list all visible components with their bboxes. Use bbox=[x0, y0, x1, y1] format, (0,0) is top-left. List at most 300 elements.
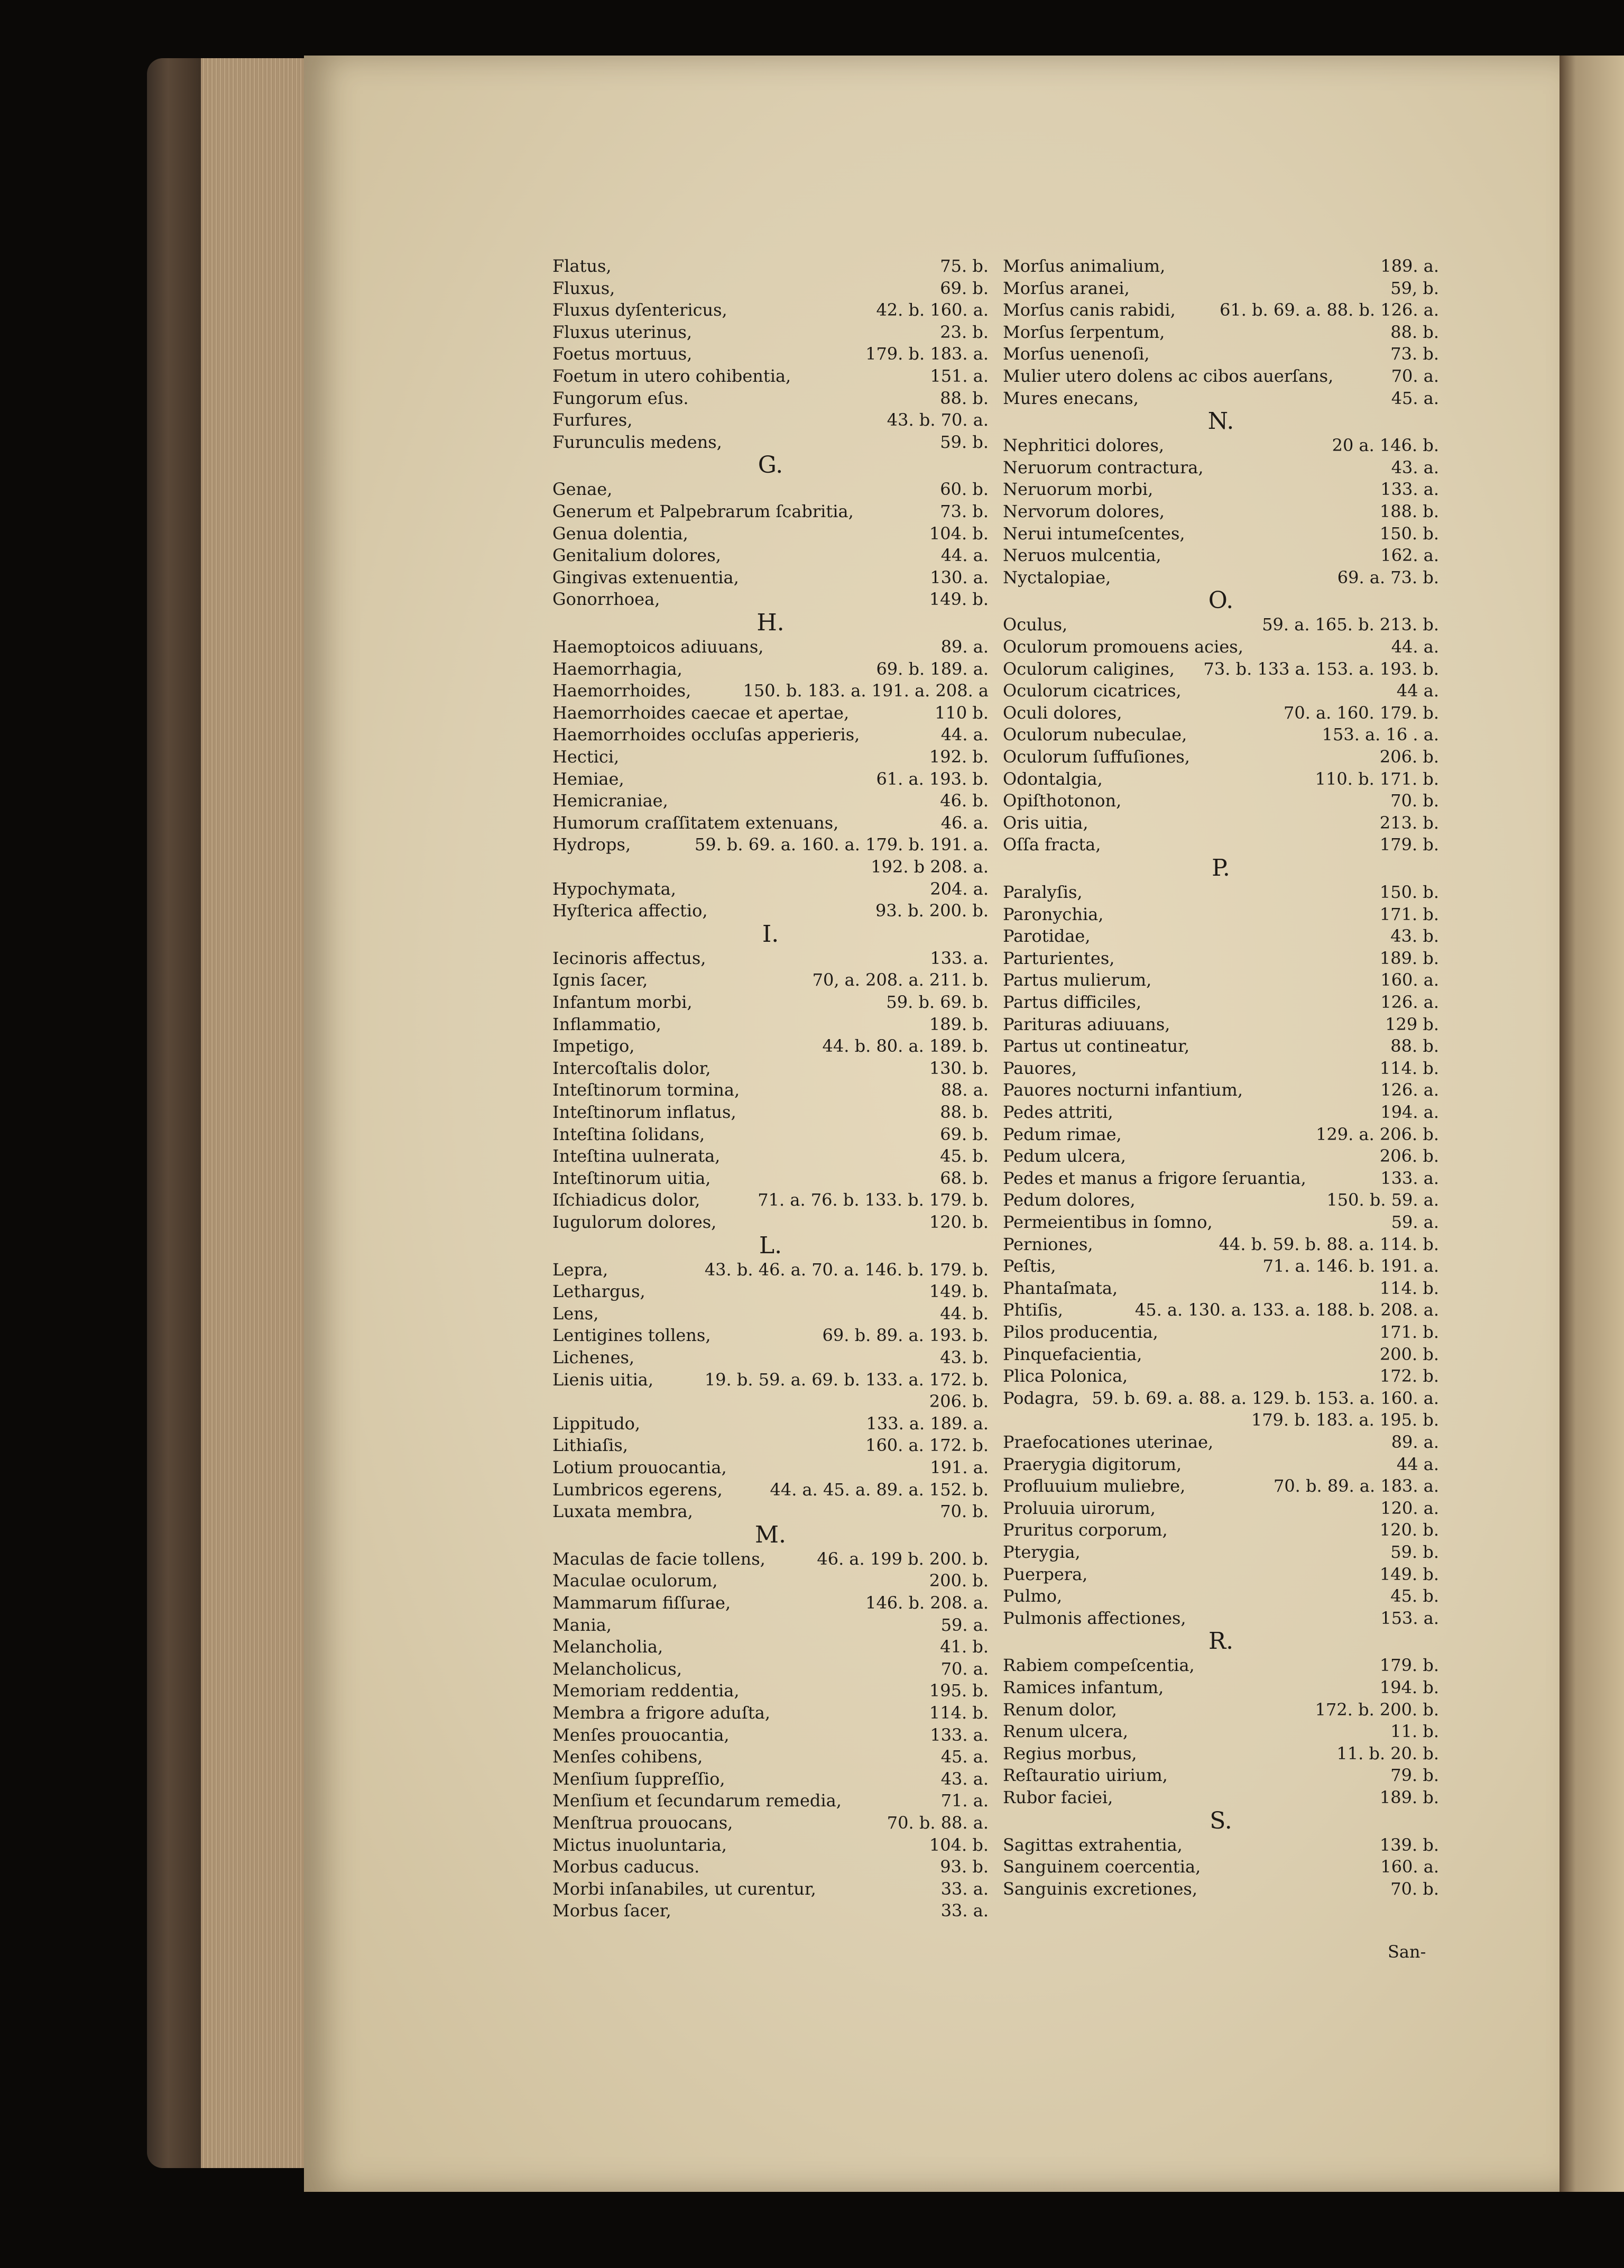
entry-page-reference: 69. b. bbox=[940, 1124, 989, 1144]
index-entry bbox=[1003, 881, 1439, 903]
entry-page-reference: 126. a. bbox=[1380, 1080, 1439, 1100]
entry-term: Inteſtina uulnerata, bbox=[552, 1146, 721, 1167]
section-heading: L. bbox=[759, 1232, 782, 1259]
catchword: San- bbox=[1388, 1942, 1426, 1962]
index-entry bbox=[1003, 343, 1439, 365]
entry-term: Lentigines tollens, bbox=[552, 1325, 711, 1346]
index-entry bbox=[1003, 1607, 1439, 1629]
index-entry bbox=[552, 1548, 989, 1570]
entry-term: Genua dolentia, bbox=[552, 523, 688, 544]
section-heading: M. bbox=[754, 1521, 787, 1548]
index-entry bbox=[552, 1746, 989, 1768]
index-entry bbox=[552, 636, 989, 658]
entry-page-reference: 129. a. 206. b. bbox=[1316, 1124, 1439, 1144]
index-entry bbox=[1003, 1079, 1439, 1101]
entry-page-reference: 43. b. 46. a. 70. a. 146. b. 179. b. bbox=[704, 1259, 989, 1280]
index-entry bbox=[552, 1702, 989, 1724]
index-entry bbox=[552, 1878, 989, 1900]
entry-term: Neruos mulcentia, bbox=[1003, 545, 1161, 566]
index-entry bbox=[552, 702, 989, 724]
index-entry bbox=[552, 947, 989, 969]
index-entry bbox=[552, 969, 989, 991]
entry-term: Paralyſis, bbox=[1003, 882, 1083, 902]
index-entry bbox=[552, 658, 989, 680]
index-entry bbox=[552, 1189, 989, 1211]
entry-page-reference: 149. b. bbox=[1379, 1564, 1439, 1584]
index-entry bbox=[1003, 1277, 1439, 1299]
entry-page-reference: 89. a. bbox=[940, 637, 989, 657]
entry-page-reference: 59. a. 165. b. 213. b. bbox=[1262, 614, 1439, 635]
entry-page-reference: 70. a. bbox=[1391, 366, 1439, 386]
entry-term: Mammarum fiſſurae, bbox=[552, 1593, 731, 1613]
index-entry bbox=[552, 431, 989, 453]
entry-page-reference: 45. a. 130. a. 133. a. 188. b. 208. a. bbox=[1134, 1300, 1439, 1320]
entry-page-reference: 160. a. bbox=[1380, 1857, 1439, 1877]
entry-term: Mures enecans, bbox=[1003, 388, 1139, 408]
index-entry bbox=[552, 478, 989, 500]
entry-term: Renum dolor, bbox=[1003, 1699, 1117, 1720]
index-entry bbox=[552, 387, 989, 409]
entry-page-reference: 19. b. 59. a. 69. b. 133. a. 172. b. bbox=[704, 1369, 989, 1390]
entry-page-reference: 59. b. 69. b. bbox=[886, 992, 989, 1012]
entry-page-reference: 200. b. bbox=[1379, 1344, 1439, 1364]
index-entry bbox=[1003, 1145, 1439, 1167]
entry-term: Profluuium muliebre, bbox=[1003, 1476, 1186, 1496]
entry-term: Sanguinem coercentia, bbox=[1003, 1857, 1201, 1877]
index-entry bbox=[552, 723, 989, 746]
entry-page-reference: 194. b. bbox=[1379, 1677, 1439, 1697]
entry-page-reference: 150. b. 59. a. bbox=[1326, 1190, 1439, 1210]
entry-term: Nephritici dolores, bbox=[1003, 435, 1165, 456]
entry-term: Mulier utero dolens ac cibos auerſans, bbox=[1003, 366, 1334, 386]
index-entry bbox=[1003, 723, 1439, 746]
entry-page-reference: 204. a. bbox=[930, 878, 989, 899]
entry-page-reference: 59. b. 69. a. 88. a. 129. b. 153. a. 160. a. bbox=[1092, 1388, 1439, 1408]
entry-term: Lichenes, bbox=[552, 1347, 635, 1367]
entry-page-reference: 44. b. 59. b. 88. a. 114. b. bbox=[1219, 1234, 1439, 1254]
entry-page-reference: 110 b. bbox=[935, 702, 989, 723]
entry-page-reference: 120. b. bbox=[929, 1212, 989, 1232]
entry-term: Phantaſmata, bbox=[1003, 1278, 1118, 1298]
entry-term: Mictus inuoluntaria, bbox=[552, 1834, 727, 1855]
section-heading: G. bbox=[758, 452, 783, 479]
entry-term: Inteſtina ſolidans, bbox=[552, 1124, 705, 1144]
index-entry bbox=[1003, 1123, 1439, 1145]
index-entry bbox=[1003, 1856, 1439, 1878]
entry-term: Haemorrhoides caecae et apertae, bbox=[552, 702, 850, 723]
entry-term: Iecinoris affectus, bbox=[552, 948, 706, 968]
index-entry bbox=[1003, 1057, 1439, 1079]
index-entry bbox=[1003, 1475, 1439, 1497]
index-entry bbox=[552, 1614, 989, 1636]
entry-page-reference: 93. b. bbox=[940, 1857, 989, 1877]
index-entry bbox=[552, 1211, 989, 1233]
section-heading: O. bbox=[1208, 587, 1234, 614]
entry-term: Peſtis, bbox=[1003, 1256, 1056, 1277]
index-entry bbox=[552, 991, 989, 1013]
index-entry bbox=[1003, 434, 1439, 456]
entry-page-reference: 44. a. bbox=[940, 724, 989, 745]
entry-page-reference: 42. b. 160. a. bbox=[876, 300, 989, 320]
index-entry bbox=[1003, 1167, 1439, 1189]
entry-term: Rubor faciei, bbox=[1003, 1787, 1113, 1807]
entry-term: Melancholia, bbox=[552, 1637, 663, 1657]
entry-term: Infantum morbi, bbox=[552, 992, 693, 1012]
index-entry bbox=[552, 1679, 989, 1702]
entry-term: Morſus uenenoſi, bbox=[1003, 344, 1150, 364]
entry-page-reference: 191. a. bbox=[930, 1457, 989, 1477]
entry-term: Genae, bbox=[552, 479, 613, 500]
entry-page-reference: 188. b. bbox=[1379, 501, 1439, 521]
entry-term: Fluxus, bbox=[552, 278, 615, 298]
index-entry bbox=[1003, 1343, 1439, 1365]
entry-page-reference: 114. b. bbox=[1379, 1058, 1439, 1078]
index-entry bbox=[552, 1302, 989, 1325]
entry-page-reference: 133. a. bbox=[1380, 479, 1439, 500]
entry-page-reference: 172. b. 200. b. bbox=[1315, 1699, 1439, 1720]
index-entry bbox=[1003, 1409, 1439, 1431]
index-entry bbox=[552, 812, 989, 834]
entry-term: Pedum rimae, bbox=[1003, 1124, 1122, 1144]
entry-page-reference: 79. b. bbox=[1390, 1765, 1439, 1786]
entry-term: Oris uitia, bbox=[1003, 812, 1088, 833]
entry-term: Lethargus, bbox=[552, 1281, 645, 1302]
index-entry bbox=[1003, 299, 1439, 321]
entry-term: Pedum dolores, bbox=[1003, 1190, 1136, 1210]
entry-page-reference: 162. a. bbox=[1380, 545, 1439, 566]
index-entry bbox=[1003, 544, 1439, 566]
entry-page-reference: 69. b. 189. a. bbox=[876, 658, 989, 679]
entry-page-reference: 61. b. 69. a. 88. b. 126. a. bbox=[1220, 300, 1439, 320]
entry-term: Oculorum caligines, bbox=[1003, 658, 1175, 679]
entry-term: Hemicraniae, bbox=[552, 791, 668, 811]
entry-page-reference: 146. b. 208. a. bbox=[865, 1593, 989, 1613]
index-entry bbox=[552, 365, 989, 387]
entry-term: Permeientibus in ſomno, bbox=[1003, 1212, 1213, 1232]
entry-term: Pulmo, bbox=[1003, 1586, 1063, 1606]
entry-page-reference: 70. a. 160. 179. b. bbox=[1284, 702, 1439, 723]
entry-term: Menſtrua prouocans, bbox=[552, 1813, 733, 1833]
entry-page-reference: 45. a. bbox=[940, 1747, 989, 1767]
entry-term: Haemoptoicos adiuuans, bbox=[552, 637, 764, 657]
entry-page-reference: 44 a. bbox=[1396, 1454, 1439, 1474]
index-entry bbox=[552, 1658, 989, 1680]
entry-page-reference: 71. a. bbox=[940, 1790, 989, 1811]
entry-term: Lumbricos egerens, bbox=[552, 1479, 723, 1500]
entry-page-reference: 194. a. bbox=[1380, 1102, 1439, 1122]
entry-term: Sagittas extrahentia, bbox=[1003, 1834, 1183, 1855]
entry-page-reference: 133. a. bbox=[930, 948, 989, 968]
entry-term: Humorum craſſitatem extenuans, bbox=[552, 812, 839, 833]
index-entry bbox=[1003, 1742, 1439, 1765]
entry-page-reference: 70. a. bbox=[940, 1658, 989, 1679]
facing-page-edge bbox=[1560, 56, 1624, 2192]
entry-term: Pedum ulcera, bbox=[1003, 1146, 1126, 1167]
entry-term: Mania, bbox=[552, 1614, 612, 1635]
entry-page-reference: 43. a. bbox=[1391, 457, 1439, 478]
entry-term: Nyctalopiae, bbox=[1003, 567, 1111, 587]
index-entry bbox=[1003, 903, 1439, 925]
entry-term: Paronychia, bbox=[1003, 904, 1104, 924]
entry-term: Partus ut contineatur, bbox=[1003, 1036, 1190, 1057]
entry-page-reference: 160. a. bbox=[1380, 970, 1439, 990]
entry-page-reference: 70. b. bbox=[1390, 1878, 1439, 1899]
entry-term: Oculus, bbox=[1003, 614, 1068, 635]
entry-page-reference: 88. b. bbox=[940, 388, 989, 408]
index-entry bbox=[552, 1123, 989, 1145]
index-entry bbox=[1003, 680, 1439, 702]
entry-page-reference: 189. b. bbox=[1379, 1787, 1439, 1807]
index-entry bbox=[1003, 255, 1439, 277]
entry-page-reference: 45. b. bbox=[1390, 1586, 1439, 1606]
entry-term: Genitalium dolores, bbox=[552, 545, 721, 566]
entry-term: Haemorrhagia, bbox=[552, 658, 682, 679]
index-entry bbox=[1003, 1786, 1439, 1808]
entry-page-reference: 68. b. bbox=[940, 1168, 989, 1188]
entry-term: Sanguinis excretiones, bbox=[1003, 1878, 1198, 1899]
entry-term: Gingivas extenuentia, bbox=[552, 567, 739, 587]
entry-page-reference: 46. a. 199 b. 200. b. bbox=[817, 1548, 989, 1569]
entry-page-reference: 179. b. bbox=[1379, 834, 1439, 855]
entry-term: Proluuia uirorum, bbox=[1003, 1498, 1156, 1518]
index-entry bbox=[552, 1899, 989, 1922]
index-entry bbox=[1003, 1233, 1439, 1255]
entry-page-reference: 89. a. bbox=[1391, 1432, 1439, 1452]
entry-page-reference: 192. b. bbox=[929, 747, 989, 767]
index-entry bbox=[552, 1079, 989, 1101]
index-entry bbox=[1003, 613, 1439, 636]
index-entry bbox=[1003, 321, 1439, 343]
entry-page-reference: 45. b. bbox=[940, 1146, 989, 1167]
index-entry bbox=[1003, 746, 1439, 768]
entry-page-reference: 45. a. bbox=[1391, 388, 1439, 408]
index-entry bbox=[1003, 969, 1439, 991]
entry-term: Oculorum nubeculae, bbox=[1003, 724, 1187, 745]
index-entry bbox=[1003, 1453, 1439, 1475]
index-entry bbox=[1003, 1211, 1439, 1233]
entry-term: Luxata membra, bbox=[552, 1501, 693, 1522]
index-entry bbox=[1003, 1189, 1439, 1211]
entry-page-reference: 130. b. bbox=[929, 1058, 989, 1078]
entry-term: Pinquefacientia, bbox=[1003, 1344, 1142, 1364]
entry-page-reference: 61. a. 193. b. bbox=[876, 768, 989, 789]
entry-term: Fluxus uterinus, bbox=[552, 322, 693, 342]
index-entry bbox=[552, 789, 989, 812]
entry-page-reference: 88. b. bbox=[940, 1102, 989, 1122]
section-heading: P. bbox=[1212, 855, 1230, 882]
index-entry bbox=[552, 1812, 989, 1834]
index-entry bbox=[552, 1280, 989, 1302]
entry-term: Generum et Palpebrarum ſcabritia, bbox=[552, 501, 854, 521]
section-heading: H. bbox=[756, 609, 785, 636]
entry-page-reference: 189. a. bbox=[1380, 256, 1439, 276]
entry-page-reference: 11. b. 20. b. bbox=[1336, 1743, 1439, 1764]
index-entry bbox=[1003, 500, 1439, 522]
entry-term: Pterygia, bbox=[1003, 1542, 1081, 1562]
index-entry bbox=[1003, 1585, 1439, 1607]
entry-term: Parotidae, bbox=[1003, 926, 1091, 947]
entry-page-reference: 46. b. bbox=[940, 791, 989, 811]
entry-page-reference: 43. a. bbox=[940, 1768, 989, 1789]
entry-term: Morſus ſerpentum, bbox=[1003, 322, 1165, 342]
entry-page-reference: 46. a. bbox=[940, 812, 989, 833]
entry-term: Pulmonis affectiones, bbox=[1003, 1608, 1186, 1628]
entry-term: Oculorum cicatrices, bbox=[1003, 681, 1182, 701]
entry-page-reference: 88. b. bbox=[1390, 1036, 1439, 1057]
index-entry bbox=[1003, 1013, 1439, 1035]
entry-term: Intercoſtalis dolor, bbox=[552, 1058, 711, 1078]
section-heading: R. bbox=[1208, 1628, 1234, 1655]
entry-term: Fungorum eſus. bbox=[552, 388, 689, 408]
entry-page-reference: 93. b. 200. b. bbox=[875, 901, 989, 921]
entry-page-reference: 206. b. bbox=[1379, 1146, 1439, 1167]
entry-page-reference: 43. b. 70. a. bbox=[887, 410, 989, 430]
entry-term: Maculae oculorum, bbox=[552, 1571, 718, 1591]
entry-term: Menſium ſuppreſſio, bbox=[552, 1768, 725, 1789]
entry-page-reference: 70. b. bbox=[940, 1501, 989, 1522]
entry-term: Perniones, bbox=[1003, 1234, 1093, 1254]
entry-term: Odontalgia, bbox=[1003, 768, 1103, 789]
index-entry bbox=[1003, 1035, 1439, 1057]
entry-term: Parituras adiuuans, bbox=[1003, 1014, 1170, 1034]
entry-term: Lotium prouocantia, bbox=[552, 1457, 727, 1477]
entry-term: Oculi dolores, bbox=[1003, 702, 1122, 723]
entry-page-reference: 43. b. bbox=[940, 1347, 989, 1367]
index-entry bbox=[552, 1724, 989, 1746]
entry-page-reference: 149. b. bbox=[929, 589, 989, 610]
entry-page-reference: 75. b. bbox=[940, 256, 989, 276]
index-entry bbox=[552, 1768, 989, 1790]
entry-term: Maculas de facie tollens, bbox=[552, 1548, 765, 1569]
index-entry bbox=[552, 833, 989, 856]
index-entry bbox=[552, 878, 989, 900]
entry-page-reference: 70, a. 208. a. 211. b. bbox=[812, 970, 989, 990]
entry-term: Inflammatio, bbox=[552, 1014, 661, 1034]
entry-page-reference: 69. b. bbox=[940, 278, 989, 298]
entry-term: Lippitudo, bbox=[552, 1413, 641, 1434]
entry-term: Hydrops, bbox=[552, 834, 631, 855]
index-entry bbox=[1003, 1299, 1439, 1321]
index-entry bbox=[552, 1101, 989, 1123]
index-entry bbox=[1003, 702, 1439, 724]
entry-page-reference: 192. b 208. a. bbox=[871, 857, 989, 877]
entry-page-reference: 70. b. 88. a. bbox=[887, 1813, 989, 1833]
entry-term: Hyſterica affectio, bbox=[552, 901, 708, 921]
index-entry bbox=[552, 522, 989, 545]
index-entry bbox=[552, 746, 989, 768]
entry-page-reference: 33. a. bbox=[940, 1878, 989, 1899]
entry-page-reference: 139. b. bbox=[1379, 1834, 1439, 1855]
entry-term: Furfures, bbox=[552, 410, 633, 430]
section-heading: S. bbox=[1210, 1807, 1232, 1834]
entry-page-reference: 110. b. 171. b. bbox=[1315, 768, 1439, 789]
index-entry bbox=[552, 768, 989, 790]
entry-term: Puerpera, bbox=[1003, 1564, 1088, 1584]
index-entry bbox=[552, 321, 989, 343]
entry-term: Opiſthotonon, bbox=[1003, 791, 1122, 811]
entry-term: Praerygia digitorum, bbox=[1003, 1454, 1182, 1474]
entry-page-reference: 153. a. 16 . a. bbox=[1322, 724, 1439, 745]
entry-page-reference: 120. a. bbox=[1380, 1498, 1439, 1518]
index-entry bbox=[552, 1324, 989, 1346]
index-entry bbox=[1003, 1365, 1439, 1387]
index-entry bbox=[552, 1167, 989, 1189]
entry-term: Oculorum ſuffuſiones, bbox=[1003, 747, 1190, 767]
entry-term: Partus difficiles, bbox=[1003, 992, 1142, 1012]
index-entry bbox=[552, 1346, 989, 1369]
index-entry bbox=[1003, 658, 1439, 680]
entry-page-reference: 59. b. bbox=[1390, 1542, 1439, 1562]
index-entry bbox=[552, 1390, 989, 1412]
entry-term: Foetus mortuus, bbox=[552, 344, 693, 364]
index-entry bbox=[552, 1479, 989, 1501]
index-entry bbox=[552, 544, 989, 566]
entry-term: Morbus caducus. bbox=[552, 1857, 700, 1877]
entry-page-reference: 73. b. bbox=[940, 501, 989, 521]
entry-page-reference: 200. b. bbox=[929, 1571, 989, 1591]
entry-term: Phtiſis, bbox=[1003, 1300, 1063, 1320]
index-entry bbox=[1003, 1255, 1439, 1277]
entry-term: Inteſtinorum tormina, bbox=[552, 1080, 740, 1100]
entry-term: Praefocationes uterinae, bbox=[1003, 1432, 1214, 1452]
entry-page-reference: 73. b. 133 a. 153. a. 193. b. bbox=[1203, 658, 1439, 679]
entry-page-reference: 104. b. bbox=[929, 1834, 989, 1855]
entry-page-reference: 171. b. bbox=[1379, 1322, 1439, 1342]
entry-page-reference: 153. a. bbox=[1380, 1608, 1439, 1628]
entry-term: Inteſtinorum uitia, bbox=[552, 1168, 711, 1188]
entry-page-reference: 151. a. bbox=[930, 366, 989, 386]
entry-page-reference: 23. b. bbox=[940, 322, 989, 342]
entry-term: Neruorum contractura, bbox=[1003, 457, 1204, 478]
entry-page-reference: 206. b. bbox=[1379, 747, 1439, 767]
index-entry bbox=[552, 1434, 989, 1456]
index-entry bbox=[1003, 1834, 1439, 1856]
entry-page-reference: 60. b. bbox=[940, 479, 989, 500]
entry-term: Furunculis medens, bbox=[552, 431, 722, 452]
entry-term: Reſtauratio uirium, bbox=[1003, 1765, 1168, 1786]
entry-term: Pauores nocturni infantium, bbox=[1003, 1080, 1243, 1100]
index-entry bbox=[552, 1569, 989, 1592]
entry-page-reference: 33. a. bbox=[940, 1900, 989, 1921]
index-entry bbox=[1003, 1720, 1439, 1742]
index-entry bbox=[1003, 277, 1439, 299]
entry-term: Nervorum dolores, bbox=[1003, 501, 1165, 521]
entry-term: Haemorrhoides, bbox=[552, 681, 691, 701]
entry-page-reference: 133. a. 189. a. bbox=[866, 1413, 989, 1434]
entry-term: Foetum in utero cohibentia, bbox=[552, 366, 791, 386]
entry-page-reference: 71. a. 76. b. 133. b. 179. b. bbox=[758, 1190, 989, 1210]
index-entry bbox=[552, 1369, 989, 1391]
index-entry bbox=[552, 680, 989, 702]
entry-page-reference: 71. a. 146. b. 191. a. bbox=[1262, 1256, 1439, 1277]
entry-term: Morſus aranei, bbox=[1003, 278, 1130, 298]
entry-term: Morbi inſanabiles, ut curentur, bbox=[552, 1878, 816, 1899]
entry-page-reference: 41. b. bbox=[940, 1637, 989, 1657]
entry-page-reference: 44. a. bbox=[1391, 637, 1439, 657]
entry-page-reference: 133. a. bbox=[930, 1724, 989, 1745]
entry-page-reference: 59. a. bbox=[940, 1614, 989, 1635]
index-entry bbox=[552, 1145, 989, 1167]
entry-page-reference: 44. a. bbox=[940, 545, 989, 566]
entry-term: Ramices infantum, bbox=[1003, 1677, 1164, 1697]
entry-page-reference: 150. b. bbox=[1379, 523, 1439, 544]
entry-term: Melancholicus, bbox=[552, 1658, 682, 1679]
entry-term: Partus mulierum, bbox=[1003, 970, 1152, 990]
index-entry bbox=[552, 1636, 989, 1658]
index-entry bbox=[1003, 387, 1439, 409]
index-entry bbox=[1003, 947, 1439, 969]
entry-page-reference: 69. a. 73. b. bbox=[1337, 567, 1439, 587]
